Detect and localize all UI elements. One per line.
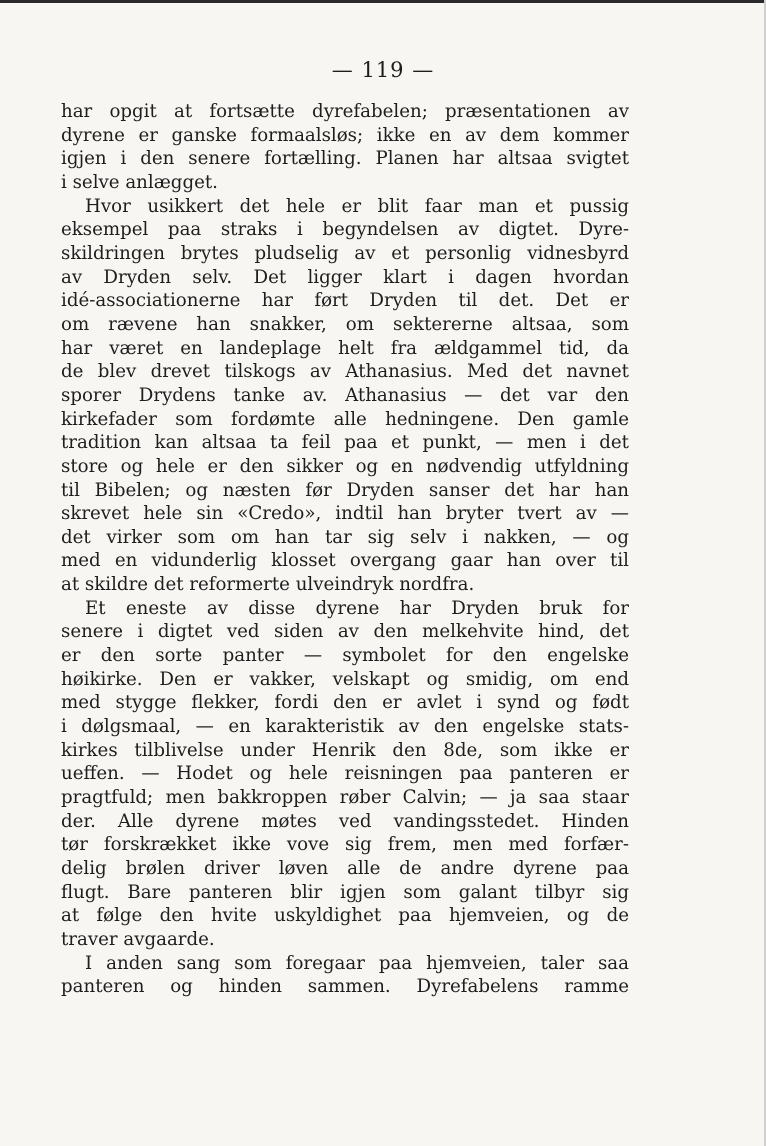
text-line: tør forskrækket ikke vove sig frem, men med forfær-: [61, 834, 629, 856]
text-line: med stygge flekker, fordi den er avlet i synd og født: [61, 692, 629, 714]
text-line: i dølgsmaal, — en karakteristik av den engelske stats-: [61, 716, 629, 738]
text-line: idé-associationerne har ført Dryden til det. Det er: [61, 290, 629, 312]
text-line: har opgit at fortsætte dyrefabelen; præsentationen av: [61, 101, 629, 122]
text-line: senere i digtet ved siden av den melkehvite hind, det: [61, 621, 629, 643]
text-line: skildringen brytes pludselig av et personlig vidnesbyrd: [61, 242, 629, 264]
text-line: i selve anlægget.: [61, 171, 218, 193]
text-line: at følge den hvite uskyldighet paa hjemveien, og de: [61, 905, 629, 927]
text-line: delig brølen driver løven alle de andre dyrene paa: [61, 858, 629, 879]
text-line: om rævene han snakker, om sektererne altsaa, som: [61, 313, 629, 335]
text-line: at skildre det reformerte ulveindryk nordfra.: [61, 574, 475, 596]
text-line: Hvor usikkert det hele er blit faar man et pussig: [85, 195, 629, 217]
text-line: traver avgaarde.: [61, 928, 215, 950]
text-line: panteren og hinden sammen. Dyrefabelens ramme: [61, 976, 629, 998]
text-line: med en vidunderlig klosset overgang gaar han over til: [61, 550, 629, 572]
text-line: ueffen. — Hodet og hele reisningen paa panteren er: [61, 763, 629, 785]
text-line: til Bibelen; og næsten før Dryden sanser det har han: [61, 479, 629, 501]
text-line: igjen i den senere fortælling. Planen har altsaa svigtet: [61, 148, 629, 170]
text-line: tradition kan altsaa ta feil paa et punkt, — men i det: [61, 432, 629, 454]
text-line: sporer Drydens tanke av. Athanasius — det var den: [61, 384, 629, 406]
text-line: I anden sang som foregaar paa hjemveien, taler saa: [85, 952, 629, 974]
text-line: skrevet hele sin «Credo», indtil han bryter tvert av —: [61, 503, 629, 525]
text-line: har været en landeplage helt fra ældgammel tid, da: [61, 337, 629, 359]
text-line: dyrene er ganske formaalsløs; ikke en av dem kommer: [61, 124, 629, 146]
text-line: høikirke. Den er vakker, velskapt og smidig, om end: [61, 668, 629, 690]
text-line: av Dryden selv. Det ligger klart i dagen hvordan: [61, 266, 629, 288]
page-number: — 119 —: [331, 58, 435, 82]
text-line: Et eneste av disse dyrene har Dryden bruk for: [85, 597, 629, 619]
text-line: eksempel paa straks i begyndelsen av digtet. Dyre-: [61, 219, 629, 241]
text-line: flugt. Bare panteren blir igjen som galant tilbyr sig: [61, 881, 629, 903]
text-line: der. Alle dyrene møtes ved vandingsstedet. Hinden: [61, 810, 629, 832]
text-line: kirkes tilblivelse under Henrik den 8de, som ikke er: [61, 739, 629, 761]
text-line: det virker som om han tar sig selv i nakken, — og: [61, 526, 629, 548]
scan-top-edge: [0, 0, 766, 3]
text-line: store og hele er den sikker og en nødvendig utfyldning: [61, 455, 629, 477]
text-line: de blev drevet tilskogs av Athanasius. Med det navnet: [61, 361, 629, 383]
text-line: kirkefader som fordømte alle hedningene. Den gamle: [61, 408, 629, 430]
text-line: pragtfuld; men bakkroppen røber Calvin; — ja saa staar: [61, 787, 629, 809]
body-text: [61, 100, 629, 999]
text-line: er den sorte panter — symbolet for den engelske: [61, 645, 629, 667]
